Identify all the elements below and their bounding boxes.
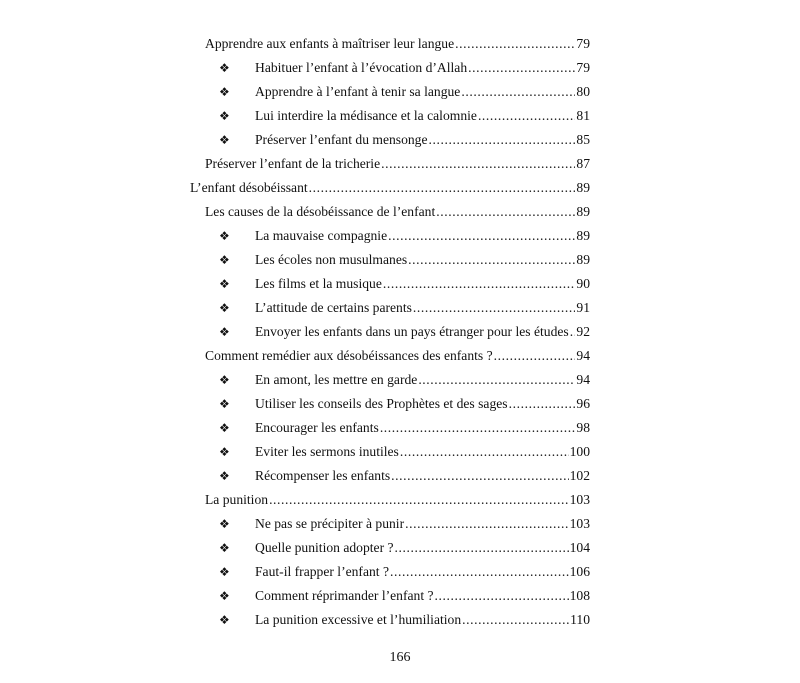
- diamond-bullet-icon: ❖: [219, 325, 230, 339]
- toc-entry-page: 98: [576, 420, 590, 435]
- dot-leader: [309, 176, 576, 200]
- toc-entry-page: 108: [569, 588, 590, 603]
- toc-entry-title: Comment remédier aux désobéissances des enfants ?: [205, 348, 493, 363]
- dot-leader: [405, 512, 569, 536]
- dot-leader: [388, 224, 575, 248]
- toc-entry-title: Les écoles non musulmanes: [255, 252, 408, 267]
- dot-leader: [380, 416, 576, 440]
- toc-entry-page: 106: [569, 564, 590, 579]
- toc-entry: [0, 608, 590, 632]
- dot-leader: [509, 392, 576, 416]
- dot-leader: [400, 440, 569, 464]
- toc-entry: [0, 416, 590, 440]
- page-number-footer: 166: [389, 650, 411, 665]
- dot-leader: [435, 584, 569, 608]
- toc-entry-page: 92: [576, 324, 590, 339]
- toc-entry: [0, 560, 590, 584]
- toc-entry-page: 110: [570, 612, 590, 627]
- toc-entry-page: 89: [576, 204, 590, 219]
- dot-leader: [468, 56, 575, 80]
- toc-entry-page: 89: [576, 252, 590, 267]
- diamond-bullet-icon: ❖: [219, 397, 230, 411]
- toc-entry-title: Apprendre aux enfants à maîtriser leur langue: [205, 36, 455, 51]
- diamond-bullet-icon: ❖: [219, 421, 230, 435]
- toc-entry-page: 94: [576, 348, 590, 363]
- toc-entry: [0, 104, 590, 128]
- toc-entry: [0, 512, 590, 536]
- toc-entry-title: Préserver l’enfant de la tricherie: [205, 156, 381, 171]
- dot-leader: [381, 152, 575, 176]
- diamond-bullet-icon: ❖: [219, 517, 230, 531]
- toc-entry-title: Les films et la musique: [255, 276, 382, 291]
- toc-entry-page: 91: [576, 300, 590, 315]
- toc-entry: [0, 344, 590, 368]
- toc-entry: [0, 248, 590, 272]
- toc-entry-title: La punition excessive et l’humiliation: [255, 612, 462, 627]
- dot-leader: [408, 248, 575, 272]
- dot-leader: [413, 296, 576, 320]
- toc-entry-page: 79: [576, 60, 590, 75]
- toc-entry: [0, 32, 590, 56]
- toc-entry: [0, 392, 590, 416]
- toc-entry-page: 89: [576, 228, 590, 243]
- toc-entry-title: La punition: [205, 492, 269, 507]
- dot-leader: [390, 560, 569, 584]
- dot-leader: [391, 464, 568, 488]
- diamond-bullet-icon: ❖: [219, 85, 230, 99]
- dot-leader: [461, 80, 575, 104]
- diamond-bullet-icon: ❖: [219, 541, 230, 555]
- diamond-bullet-icon: ❖: [219, 613, 230, 627]
- toc-entry-title: Comment réprimander l’enfant ?: [255, 588, 434, 603]
- diamond-bullet-icon: ❖: [219, 277, 230, 291]
- toc-entry: [0, 488, 590, 512]
- dot-leader: [269, 488, 569, 512]
- dot-leader: [429, 128, 576, 152]
- toc-entry-page: 87: [576, 156, 590, 171]
- toc-entry: [0, 320, 590, 344]
- toc-entry-page: 96: [576, 396, 590, 411]
- toc-entry: [0, 272, 590, 296]
- toc-entry: [0, 584, 590, 608]
- toc-entry: [0, 464, 590, 488]
- toc-entry: [0, 224, 590, 248]
- dot-leader: [436, 200, 575, 224]
- diamond-bullet-icon: ❖: [219, 373, 230, 387]
- diamond-bullet-icon: ❖: [219, 565, 230, 579]
- toc-entry-page: 80: [576, 84, 590, 99]
- toc-entry-title: Récompenser les enfants: [255, 468, 391, 483]
- diamond-bullet-icon: ❖: [219, 253, 230, 267]
- toc-entry-title: Habituer l’enfant à l’évocation d’Allah: [255, 60, 468, 75]
- toc-entry-title: Envoyer les enfants dans un pays étranger pour les études: [255, 324, 569, 339]
- diamond-bullet-icon: ❖: [219, 445, 230, 459]
- toc-entry-title: La mauvaise compagnie: [255, 228, 388, 243]
- dot-leader: [478, 104, 575, 128]
- toc-entry-title: En amont, les mettre en garde: [255, 372, 418, 387]
- diamond-bullet-icon: ❖: [219, 301, 230, 315]
- diamond-bullet-icon: ❖: [219, 229, 230, 243]
- toc-entry-page: 100: [569, 444, 590, 459]
- toc-entry-title: Encourager les enfants: [255, 420, 379, 435]
- toc-entry-page: 90: [576, 276, 590, 291]
- table-of-contents: [0, 32, 800, 632]
- toc-entry: [0, 80, 590, 104]
- toc-entry-page: 103: [569, 492, 590, 507]
- toc-entry-title: L’attitude de certains parents: [255, 300, 412, 315]
- toc-entry: [0, 152, 590, 176]
- diamond-bullet-icon: ❖: [219, 133, 230, 147]
- toc-entry-title: Ne pas se précipiter à punir: [255, 516, 405, 531]
- toc-entry-title: Eviter les sermons inutiles: [255, 444, 399, 459]
- dot-leader: [462, 608, 569, 632]
- diamond-bullet-icon: ❖: [219, 589, 230, 603]
- dot-leader: [570, 320, 576, 344]
- toc-entry-title: L’enfant désobéissant: [190, 180, 308, 195]
- dot-leader: [418, 368, 575, 392]
- diamond-bullet-icon: ❖: [219, 109, 230, 123]
- diamond-bullet-icon: ❖: [219, 469, 230, 483]
- toc-entry: [0, 56, 590, 80]
- toc-entry-page: 104: [569, 540, 590, 555]
- dot-leader: [494, 344, 576, 368]
- toc-entry-page: 89: [576, 180, 590, 195]
- toc-entry: [0, 440, 590, 464]
- toc-entry-title: Apprendre à l’enfant à tenir sa langue: [255, 84, 461, 99]
- toc-entry-title: Préserver l’enfant du mensonge: [255, 132, 428, 147]
- toc-entry-title: Utiliser les conseils des Prophètes et des sages: [255, 396, 508, 411]
- toc-entry-page: 103: [569, 516, 590, 531]
- diamond-bullet-icon: ❖: [219, 61, 230, 75]
- toc-entry-page: 102: [569, 468, 590, 483]
- toc-entry-page: 79: [576, 36, 590, 51]
- dot-leader: [455, 32, 575, 56]
- toc-entry: [0, 200, 590, 224]
- dot-leader: [383, 272, 576, 296]
- dot-leader: [395, 536, 569, 560]
- toc-entry-page: 85: [576, 132, 590, 147]
- toc-entry: [0, 536, 590, 560]
- toc-entry-title: Faut-il frapper l’enfant ?: [255, 564, 389, 579]
- toc-entry-title: Lui interdire la médisance et la calomnie: [255, 108, 477, 123]
- toc-entry: [0, 176, 590, 200]
- toc-entry: [0, 368, 590, 392]
- toc-entry-page: 94: [576, 372, 590, 387]
- toc-entry-page: 81: [576, 108, 590, 123]
- toc-entry: [0, 296, 590, 320]
- toc-entry-title: Quelle punition adopter ?: [255, 540, 394, 555]
- toc-entry-title: Les causes de la désobéissance de l’enfant: [205, 204, 436, 219]
- toc-entry: [0, 128, 590, 152]
